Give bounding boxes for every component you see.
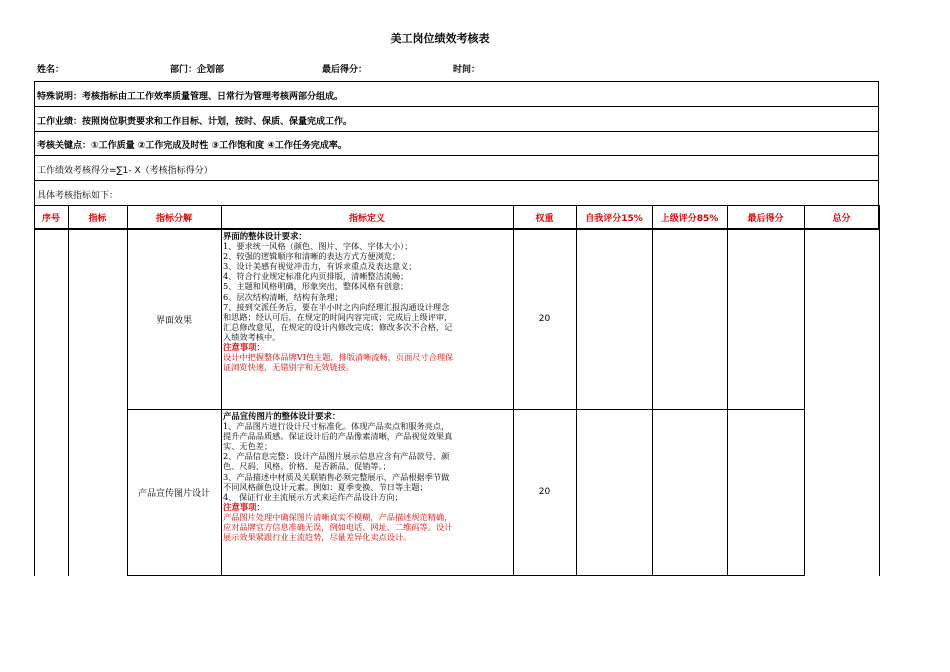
definition-line: 1、要求统一风格（颜色、图片、字体、字体大小）；: [223, 241, 413, 252]
column-header-indicator: 指标: [88, 213, 107, 224]
special-note: 特殊说明：考核指标由工工作效率质量管理、日常行为管理考核两部分组成。: [37, 92, 344, 102]
final-score-label: 最后得分：: [322, 65, 368, 75]
divider: [34, 155, 879, 156]
row-divider: [127, 409, 804, 410]
note-line: 设计中把握整体品牌VI色主题，排版清晰流畅，页面尺寸合理保: [223, 352, 454, 363]
column-header-final-score: 最后得分: [747, 213, 784, 224]
definition-line: 6、层次结构清晰，结构有条理；: [223, 291, 343, 302]
column-line: [879, 205, 880, 576]
page-title: 美工岗位绩效考核表: [390, 32, 490, 45]
definition-cell: [223, 411, 513, 542]
definition-line: 和思路；经认可后，在规定的时间内容完成；完成后上级评审，: [223, 311, 453, 322]
department-label: 部门：企划部: [170, 65, 225, 75]
divider: [34, 180, 879, 181]
column-header-definition: 指标定义: [348, 213, 385, 224]
note-title: 注意事项：: [223, 501, 265, 512]
time-label: 时间：: [453, 65, 481, 75]
definition-line: 1、产品图片进行设计尺寸标准化。体现产品卖点和服务亮点，: [223, 421, 450, 432]
divider: [34, 131, 879, 132]
definition-line: 4、符合行业规定标准化内页排版，清晰整洁流畅；: [223, 271, 409, 282]
indicator-intro: 具体考核指标如下：: [37, 191, 119, 201]
note-line: 证浏览快速，无错别字和无效链接。: [223, 362, 355, 373]
column-line: [221, 205, 222, 576]
note-line: 展示效果紧跟行业主流趋势，尽量差异化卖点设计。: [223, 532, 412, 543]
column-line: [727, 205, 728, 576]
definition-line: 实、无色差；: [223, 441, 273, 452]
definition-line: 7、接到交派任务后，要在半小时之内向经理汇报沟通设计理念: [223, 301, 450, 312]
column-header-number: 序号: [41, 213, 60, 224]
score-formula: 工作绩效考核得分=∑1- X（考核指标得分）: [37, 166, 213, 176]
note-line: 应对品牌官方信息准确无误，例如电话、网址、二维码等。设计: [223, 522, 453, 533]
column-header-self-score: 自我评分15%: [585, 213, 643, 224]
note-title: 注意事项：: [223, 342, 265, 353]
breakdown-cell: 产品宣传图片设计: [137, 488, 210, 499]
definition-line: 2、较强的逻辑顺序和清晰的表达方式方便浏览；: [223, 251, 401, 262]
column-line: [652, 205, 653, 576]
definition-line: 不同风格颜色设计元素。例如：夏季变换、节日等主题；: [223, 481, 428, 492]
definition-line: 入绩效考核中。: [223, 331, 281, 342]
definition-line: 3、设计美感有视觉冲击力，有诉求重点及表达意义；: [223, 261, 417, 272]
column-header-weight: 权重: [535, 213, 554, 224]
row-bottom-border: [127, 575, 804, 576]
column-header-supervisor-score: 上级评分85%: [660, 213, 719, 224]
column-header-breakdown: 指标分解: [155, 213, 192, 224]
definition-title: 产品宣传图片的整体设计要求：: [223, 411, 341, 421]
definition-line: 5、主题和风格明确，形象突出，整体风格有创意；: [223, 281, 409, 292]
divider: [34, 106, 879, 107]
column-line: [576, 205, 577, 576]
breakdown-cell: 界面效果: [155, 315, 192, 326]
key-points: 考核关键点：①工作质量 ②工作完成及时性 ③工作饱和度 ④工作任务完成率。: [37, 141, 347, 151]
definition-line: 汇总修改意见，在规定的设计内修改完成；修改多次不合格，记: [223, 321, 453, 332]
definition-line: 2、产品信息完整：设计产品图片展示信息应含有产品款号、颜: [223, 451, 450, 462]
weight-cell: 20: [538, 487, 551, 497]
column-line: [68, 205, 69, 576]
work-performance: 工作业绩：按照岗位职责要求和工作目标、计划，按时、保质、保量完成工作。: [37, 117, 353, 127]
definition-line: 4、 保证行业主流展示方式来运作产品设计方向；: [223, 491, 403, 502]
definition-title: 界面的整体设计要求：: [223, 231, 307, 241]
column-line: [804, 205, 805, 576]
definition-line: 提升产品品质感。保证设计后的产品像素清晰，产品视觉效果真: [223, 431, 453, 442]
column-header-total: 总分: [832, 213, 851, 224]
definition-line: 色、尺码、风格、价格、是否新品、促销等。；: [223, 461, 391, 472]
weight-cell: 20: [538, 314, 551, 324]
column-line: [34, 205, 35, 576]
definition-cell: [223, 231, 513, 372]
name-label: 姓名：: [37, 65, 65, 75]
note-line: 产品图片处理中确保图片清晰真实不模糊，产品描述规范精确，: [223, 511, 453, 522]
definition-line: 3、产品描述中材质及关联销售必须完整展示，产品根据季节做: [223, 471, 450, 482]
